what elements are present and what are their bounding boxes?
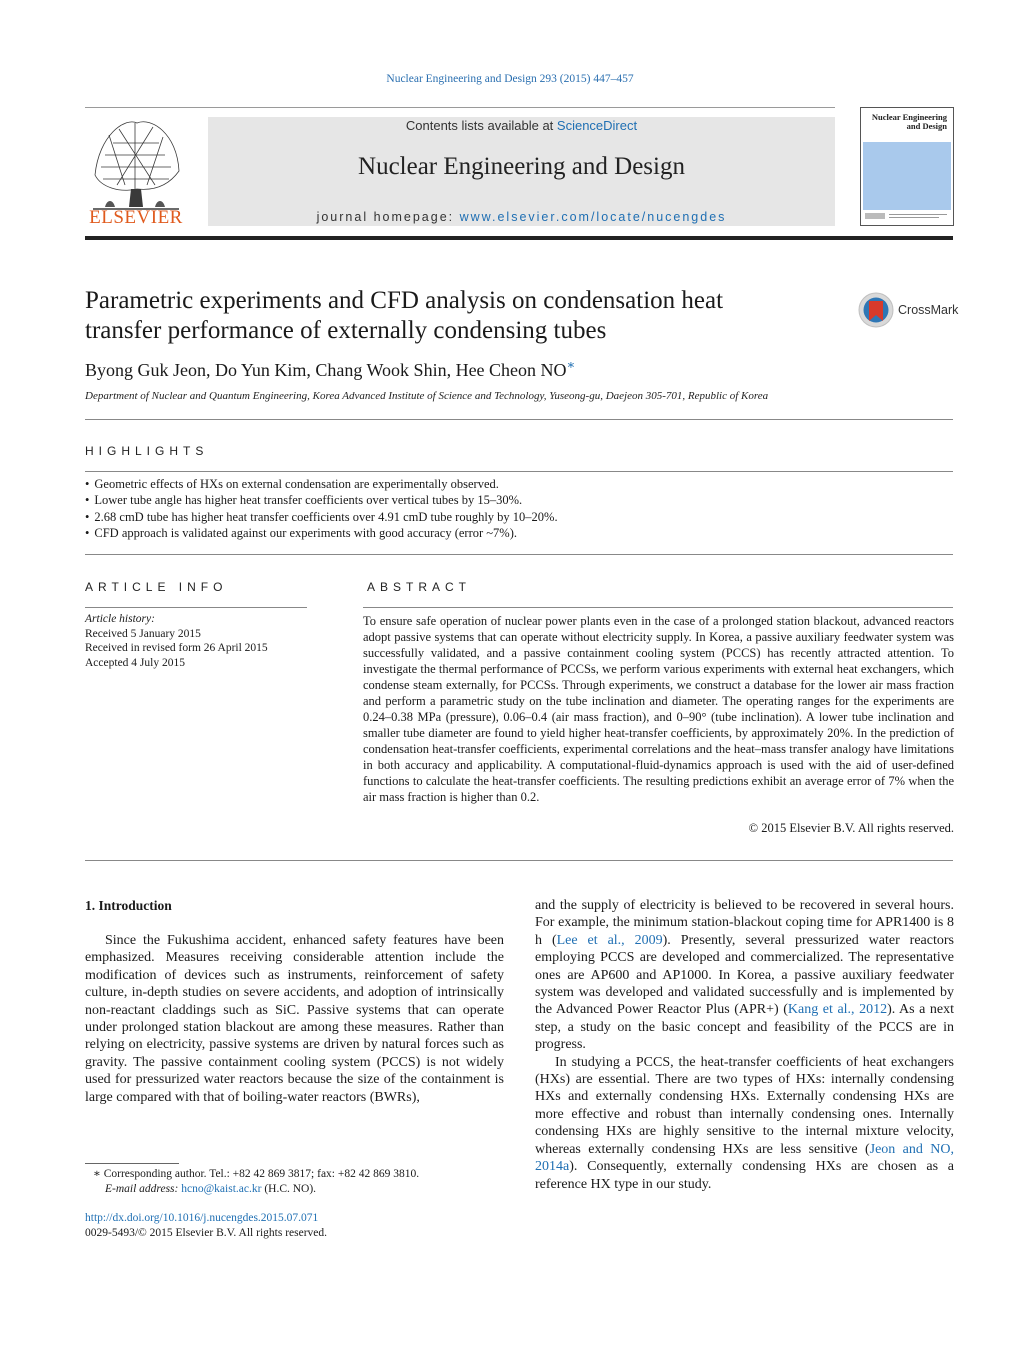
journal-homepage-line [208, 210, 835, 224]
citation-jeon-2014a[interactable]: Jeon and NO, 2014a [535, 1141, 954, 1175]
journal-reference[interactable]: Nuclear Engineering and Design 293 (2015) 447–457 [386, 73, 634, 85]
abstract-heading: ABSTRACT [367, 580, 472, 594]
abstract-rule [363, 607, 953, 608]
received-date: Received 5 January 2015 [85, 627, 201, 640]
affiliation: Department of Nuclear and Quantum Engineering, Korea Advanced Institute of Science and Technology, Yuseong-gu, Daejeon 305-701, Republic of Korea [85, 390, 769, 402]
highlights-bottom-rule [85, 554, 953, 555]
article-title-line2: transfer performance of externally condensing tubes [85, 317, 607, 344]
author-names: Byong Guk Jeon, Do Yun Kim, Chang Wook Shin, Hee Cheon NO [85, 360, 567, 380]
highlights-top-rule [85, 419, 953, 420]
corresponding-author-footnote [93, 1167, 513, 1197]
article-title-line1: Parametric experiments and CFD analysis on condensation heat [85, 287, 724, 314]
contents-prefix: Contents lists available at [405, 118, 557, 133]
accepted-date: Accepted 4 July 2015 [85, 656, 185, 669]
cover-blue-panel [863, 142, 951, 210]
highlights-heading-rule [85, 471, 953, 472]
history-label: Article history: [85, 613, 155, 625]
intro-paragraph-1: Since the Fukushima accident, enhanced safety features have been emphasized. Measures receiving considerable attention include the modification of devices such as instruments, reinforcement of safety culture, in-depth studies on severe accidents, and adoption of intrinsically non-reactant claddings such as SiC. Passive systems that can operate under prolonged station blackout are among these measures. Rather than relying on electricity, passive systems are driven by natural forces such as gravity. The passive containment cooling system (PCCS) is not widely used for pressurized water reactors because the size of the containment is large compared with that of boiling-water reactors (BWRs), [85, 933, 504, 1105]
revised-date: Received in revised form 26 April 2015 [85, 642, 268, 654]
paragraph-text: ). Consequently, externally condensing HXs are chosen as a reference HX type in our study. [535, 1159, 954, 1192]
homepage-prefix: journal homepage: [316, 210, 460, 224]
article-history [85, 612, 315, 670]
paragraph-text: ). As a next step, a study on the basic concept and feasibility of the PCCS are in progress. [535, 1002, 954, 1053]
elsevier-wordmark: ELSEVIER [89, 207, 183, 228]
doi-block [85, 1211, 327, 1241]
author-list [85, 357, 575, 381]
paragraph-text: and the supply of electricity is believed to be recovered in several hours. For example, the minimum station-blackout coping time for APR1400 is 8 h ( [535, 898, 954, 948]
highlights-heading: HIGHLIGHTS [85, 444, 209, 458]
highlights-list [85, 476, 953, 541]
highlight-item: • 2.68 cmD tube has higher heat transfer coefficients over 4.91 cmD tube roughly by 10–20%. [85, 509, 953, 525]
footnote-rule [85, 1163, 179, 1164]
journal-homepage-link[interactable]: www.elsevier.com/locate/nucengdes [459, 210, 727, 224]
header-top-rule [85, 107, 835, 108]
citation-kang-2012[interactable]: Kang et al., 2012 [787, 1002, 888, 1018]
cover-footer-strip [865, 212, 949, 220]
article-info-heading: ARTICLE INFO [85, 580, 228, 594]
journal-cover-thumbnail[interactable] [860, 107, 954, 226]
highlight-item: • Geometric effects of HXs on external condensation are experimentally observed. [85, 476, 953, 492]
abstract-text: To ensure safe operation of nuclear power plants even in the case of a prolonged station blackout, advanced reactors adopt passive systems that can operate without electricity supply. In Korea, a passive auxiliary feedwater system was successfully validated, and a passive containment cooling system (PCCS) has recently attracted attention. To investigate the thermal performance of PCCSs, we perform various experiments with external heat exchangers, which condense steam externally, for PCCSs. Through experiments, we construct a database for the lower air mass fraction and perform a parametric study on the tube inclination and diameter. The operating ranges for the experiments are 0.24–0.38 MPa (pressure), 0.06–0.4 (air mass fraction), and 0–90° (tube inclination). A lower tube inclination and smaller tube diameter are found to yield higher heat-transfer coefficients, by approximately 20%. In the prediction of condensation heat-transfer coefficients, experimental correlations and the heat–mass transfer analogy have limitations in both accuracy and applicability. A computational-fluid-dynamics approach is used with the aid of user-defined functions to calculate the heat-transfer coefficients. The resulting predictions exhibit an average error of 7% when the air mass fraction is higher than 0.2. [363, 614, 954, 804]
email-link[interactable]: hcno@kaist.ac.kr [181, 1183, 262, 1195]
corresponding-author-mark[interactable]: ∗ [566, 357, 576, 372]
crossmark-label[interactable]: CrossMark [898, 303, 959, 317]
highlight-item: • CFD approach is validated against our experiments with good accuracy (error ~7%). [85, 525, 953, 541]
body-column-right [535, 897, 954, 1193]
header-bottom-rule [85, 236, 953, 240]
journal-title: Nuclear Engineering and Design [358, 153, 685, 180]
citation-lee-2009[interactable]: Lee et al., 2009 [556, 932, 663, 948]
footnote-contact: Corresponding author. Tel.: +82 42 869 3817; fax: +82 42 869 3810. [100, 1168, 420, 1180]
body-separator-rule [85, 860, 953, 861]
footnote-mark: ∗ [93, 1168, 101, 1180]
section-heading-introduction: 1. Introduction [85, 898, 172, 913]
paragraph-text: In studying a PCCS, the heat-transfer coefficients of heat exchangers (HXs) are essential. There are two types of HXs: internally condensing HXs and externally condensing HXs. Externally condensing HXs are more effective and robust than internally condensing ones. Internally condensing HXs are highly sensitive to the internal mixture velocity, whereas externally condensing HXs are less sensitive ( [535, 1054, 954, 1157]
intro-paragraph-2 [535, 1054, 954, 1193]
email-label: E-mail address: [105, 1183, 182, 1195]
footnote-email-line [93, 1182, 513, 1197]
doi-link[interactable]: http://dx.doi.org/10.1016/j.nucengdes.2015.07.071 [85, 1212, 319, 1224]
email-suffix: (H.C. NO). [261, 1183, 317, 1195]
cover-title-line1: Nuclear Engineering [871, 112, 947, 122]
footnote-corresponding [93, 1167, 513, 1182]
body-column-left [85, 932, 504, 1106]
abstract-copyright: © 2015 Elsevier B.V. All rights reserved. [748, 821, 954, 835]
issn-line: 0029-5493/© 2015 Elsevier B.V. All rights reserved. [85, 1227, 328, 1239]
article-info-rule [85, 607, 307, 608]
highlight-item: • Lower tube angle has higher heat transfer coefficients over vertical tubes by 15–30%. [85, 492, 953, 508]
article-title [85, 286, 805, 346]
paragraph-text: ). Presently, several pressurized water reactors employing PCCS are developed and commercialized. The representative ones are AP600 and AP1000. In Korea, a passive auxiliary feedwater system was developed and validated successfully and is implemented by the Advanced Power Reactor Plus (APR+) ( [535, 932, 954, 1018]
cover-title [872, 113, 947, 131]
intro-paragraph-continued [535, 897, 954, 1054]
contents-availability-line [208, 118, 835, 133]
cover-title-line2: and Design [906, 121, 947, 131]
sciencedirect-link[interactable]: ScienceDirect [556, 118, 638, 133]
